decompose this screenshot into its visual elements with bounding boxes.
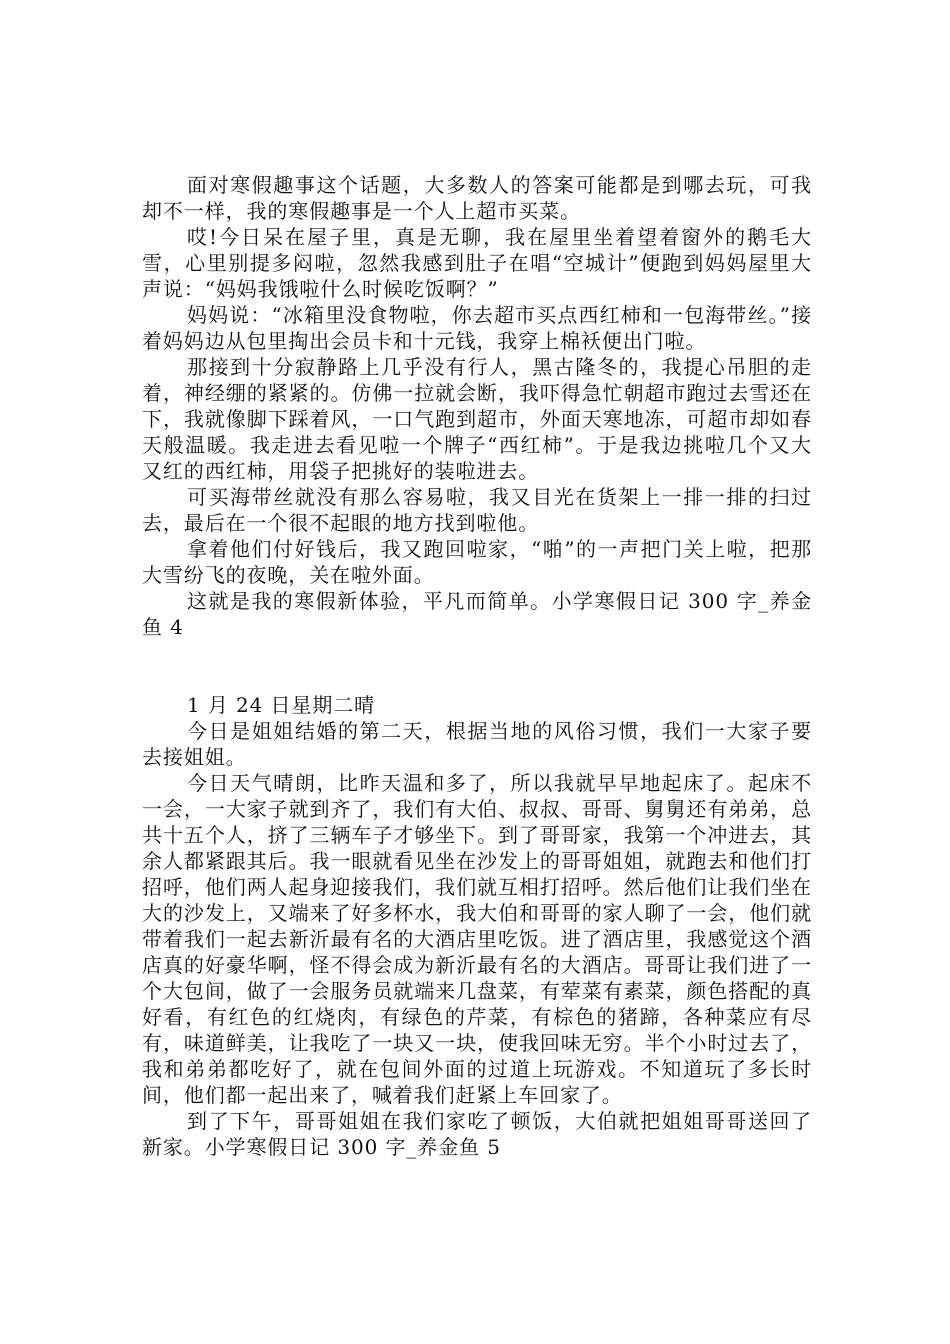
paragraph: 可买海带丝就没有那么容易啦，我又目光在货架上一排一排的扫过去，最后在一个很不起眼的地方找到啦他。 xyxy=(142,485,812,535)
paragraph: 这就是我的寒假新体验，平凡而简单。小学寒假日记 300 字_养金鱼 4 xyxy=(142,589,812,639)
paragraph: 面对寒假趣事这个话题，大多数人的答案可能都是到哪去玩，可我却不一样，我的寒假趣事是一个人上超市买菜。 xyxy=(142,173,812,223)
paragraph: 拿着他们付好钱后，我又跑回啦家，“啪”的一声把门关上啦，把那大雪纷飞的夜晚，关在啦外面。 xyxy=(142,537,812,587)
section-gap xyxy=(142,640,812,692)
paragraph: 今日天气晴朗，比昨天温和多了，所以我就早早地起床了。起床不一会，一大家子就到齐了，我们有大伯、叔叔、哥哥、舅舅还有弟弟，总共十五个人，挤了三辆车子才够坐下。到了哥哥家，我第一个冲进去，其余人都紧跟其后。我一眼就看见坐在沙发上的哥哥姐姐，就跑去和他们打招呼，他们两人起身迎接我们，我们就互相打招呼。然后他们让我们坐在大的沙发上，又端来了好多杯水，我大伯和哥哥的家人聊了一会，他们就带着我们一起去新沂最有名的大酒店里吃饭。进了酒店里，我感觉这个酒店真的好豪华啊，怪不得会成为新沂最有名的大酒店。哥哥让我们进了一个大包间，做了一会服务员就端来几盘菜，有荤菜有素菜，颜色搭配的真好看，有红色的红烧肉，有绿色的芹菜，有棕色的猪蹄，各种菜应有尽有，味道鲜美，让我吃了一块又一块，使我回味无穷。半个小时过去了，我和弟弟都吃好了，就在包间外面的过道上玩游戏。不知道玩了多长时间，他们都一起出来了，喊着我们赶紧上车回家了。 xyxy=(142,771,812,1107)
paragraph: 到了下午，哥哥姐姐在我们家吃了顿饭，大伯就把姐姐哥哥送回了新家。小学寒假日记 300 字_养金鱼 5 xyxy=(142,1109,812,1159)
document-body xyxy=(142,172,812,1160)
diary-date-heading: 1 月 24 日星期二晴 xyxy=(187,693,376,717)
paragraph: 今日是姐姐结婚的第二天，根据当地的风俗习惯，我们一大家子要去接姐姐。 xyxy=(142,719,812,769)
paragraph: 那接到十分寂静路上几乎没有行人，黑古隆冬的，我提心吊胆的走着，神经绷的紧紧的。仿佛一拉就会断，我吓得急忙朝超市跑过去雪还在下，我就像脚下踩着风，一口气跑到超市，外面天寒地冻，可超市却如春天般温暖。我走进去看见啦一个牌子“西红柿”。于是我边挑啦几个又大又红的西红柿，用袋子把挑好的装啦进去。 xyxy=(142,355,812,483)
paragraph: 妈妈说：“冰箱里没食物啦，你去超市买点西红柿和一包海带丝。”接着妈妈边从包里掏出会员卡和十元钱，我穿上棉袄便出门啦。 xyxy=(142,303,812,353)
paragraph: 哎!今日呆在屋子里，真是无聊，我在屋里坐着望着窗外的鹅毛大雪，心里别提多闷啦，忽然我感到肚子在唱“空城计”便跑到妈妈屋里大声说：“妈妈我饿啦什么时候吃饭啊？” xyxy=(142,225,812,301)
